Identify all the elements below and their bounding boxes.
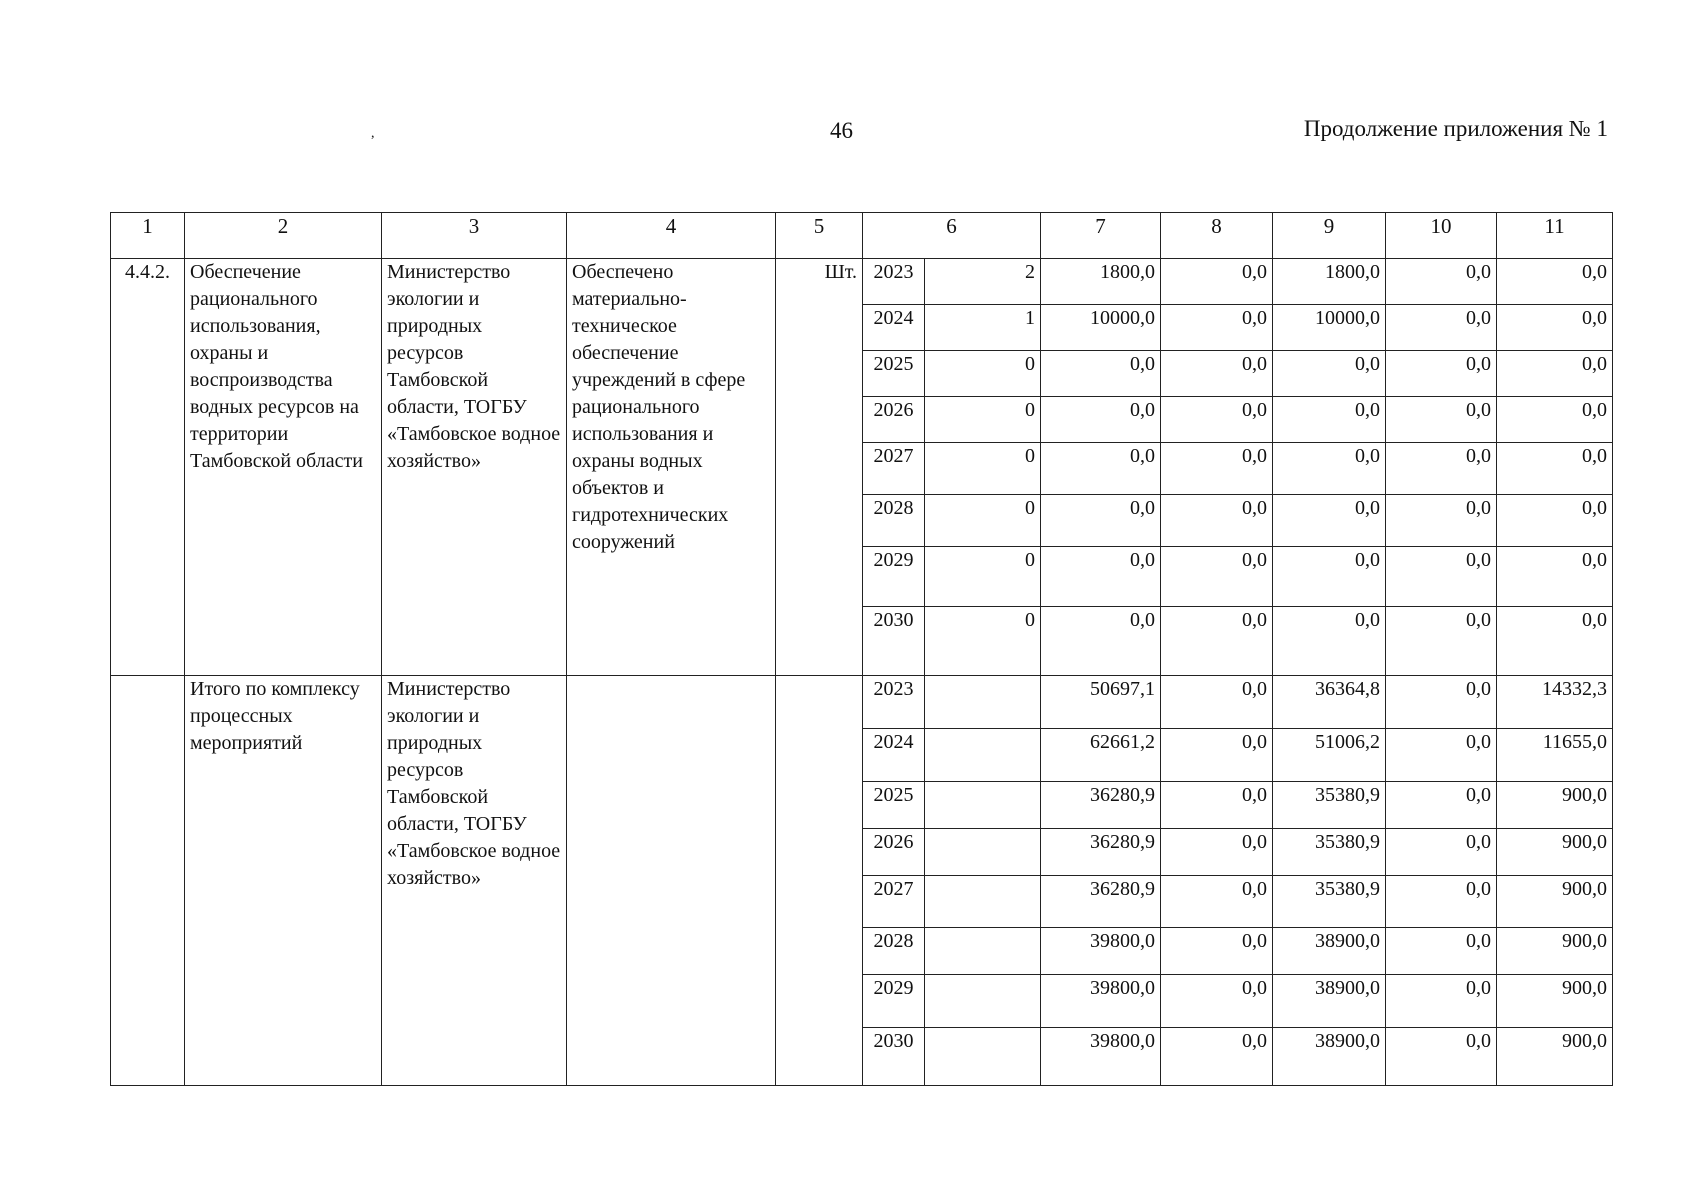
col9-cell: 1800,0: [1273, 259, 1386, 305]
year-cell: 2023: [863, 259, 925, 305]
col11-cell: 14332,3: [1497, 676, 1613, 729]
col-header-6: 6: [863, 213, 1041, 259]
col8-cell: 0,0: [1161, 547, 1273, 607]
quantity-cell: [925, 782, 1041, 829]
col8-cell: 0,0: [1161, 259, 1273, 305]
col9-cell: 35380,9: [1273, 829, 1386, 876]
year-cell: 2028: [863, 495, 925, 547]
col7-cell: 62661,2: [1041, 729, 1161, 782]
col8-cell: 0,0: [1161, 443, 1273, 495]
quantity-cell: [925, 1028, 1041, 1086]
col10-cell: 0,0: [1386, 729, 1497, 782]
col7-cell: 36280,9: [1041, 829, 1161, 876]
col11-cell: 0,0: [1497, 397, 1613, 443]
col9-cell: 0,0: [1273, 495, 1386, 547]
col9-cell: 51006,2: [1273, 729, 1386, 782]
col11-cell: 900,0: [1497, 876, 1613, 928]
stray-mark: ,: [371, 126, 375, 141]
col11-cell: 0,0: [1497, 443, 1613, 495]
col7-cell: 1800,0: [1041, 259, 1161, 305]
col9-cell: 0,0: [1273, 443, 1386, 495]
col10-cell: 0,0: [1386, 876, 1497, 928]
year-cell: 2030: [863, 607, 925, 676]
year-cell: 2029: [863, 975, 925, 1028]
col10-cell: 0,0: [1386, 928, 1497, 975]
quantity-cell: [925, 876, 1041, 928]
col-header-7: 7: [1041, 213, 1161, 259]
activity-year-row: [111, 259, 1613, 305]
col8-cell: 0,0: [1161, 975, 1273, 1028]
col11-cell: 0,0: [1497, 495, 1613, 547]
col7-cell: 39800,0: [1041, 975, 1161, 1028]
activity-item-name: Обеспечение рационального использования, охраны и воспроизводства водных ресурсов на территории Тамбовской области: [185, 259, 382, 676]
quantity-cell: [925, 975, 1041, 1028]
col9-cell: 38900,0: [1273, 975, 1386, 1028]
col7-cell: 0,0: [1041, 607, 1161, 676]
col10-cell: 0,0: [1386, 676, 1497, 729]
year-cell: 2027: [863, 876, 925, 928]
col9-cell: 10000,0: [1273, 305, 1386, 351]
col10-cell: 0,0: [1386, 351, 1497, 397]
total-item-executor: Министерство экологии и природных ресурсов Тамбовской области, ТОГБУ «Тамбовское водное хозяйство»: [382, 676, 567, 1086]
year-cell: 2027: [863, 443, 925, 495]
quantity-cell: [925, 829, 1041, 876]
col-header-3: 3: [382, 213, 567, 259]
col9-cell: 0,0: [1273, 607, 1386, 676]
col-header-9: 9: [1273, 213, 1386, 259]
col8-cell: 0,0: [1161, 351, 1273, 397]
year-cell: 2030: [863, 1028, 925, 1086]
year-cell: 2025: [863, 782, 925, 829]
col11-cell: 11655,0: [1497, 729, 1613, 782]
year-cell: 2026: [863, 397, 925, 443]
col7-cell: 39800,0: [1041, 928, 1161, 975]
col10-cell: 0,0: [1386, 782, 1497, 829]
col8-cell: 0,0: [1161, 729, 1273, 782]
quantity-cell: 2: [925, 259, 1041, 305]
total-item-name: Итого по комплексу процессных мероприятий: [185, 676, 382, 1086]
col7-cell: 0,0: [1041, 443, 1161, 495]
col10-cell: 0,0: [1386, 305, 1497, 351]
col7-cell: 50697,1: [1041, 676, 1161, 729]
col10-cell: 0,0: [1386, 1028, 1497, 1086]
total-item-code: [111, 676, 185, 1086]
col11-cell: 900,0: [1497, 975, 1613, 1028]
quantity-cell: [925, 928, 1041, 975]
col7-cell: 0,0: [1041, 547, 1161, 607]
col-header-5: 5: [776, 213, 863, 259]
activity-item-result: Обеспечено материально-техническое обеспечение учреждений в сфере рационального использования и охраны водных объектов и гидротехнических сооружений: [567, 259, 776, 676]
col11-cell: 900,0: [1497, 829, 1613, 876]
col7-cell: 36280,9: [1041, 876, 1161, 928]
year-cell: 2023: [863, 676, 925, 729]
col10-cell: 0,0: [1386, 495, 1497, 547]
quantity-cell: [925, 676, 1041, 729]
col11-cell: 0,0: [1497, 259, 1613, 305]
col10-cell: 0,0: [1386, 547, 1497, 607]
col11-cell: 0,0: [1497, 607, 1613, 676]
col7-cell: 10000,0: [1041, 305, 1161, 351]
year-cell: 2025: [863, 351, 925, 397]
col7-cell: 0,0: [1041, 351, 1161, 397]
col8-cell: 0,0: [1161, 676, 1273, 729]
col-header-2: 2: [185, 213, 382, 259]
quantity-cell: 0: [925, 443, 1041, 495]
col-header-8: 8: [1161, 213, 1273, 259]
quantity-cell: 0: [925, 547, 1041, 607]
total-year-row: [111, 676, 1613, 729]
continuation-label: Продолжение приложения № 1: [1303, 116, 1608, 141]
program-table: [110, 212, 1613, 1086]
year-cell: 2028: [863, 928, 925, 975]
page-number: 46: [830, 118, 853, 143]
col11-cell: 900,0: [1497, 782, 1613, 829]
col11-cell: 0,0: [1497, 351, 1613, 397]
col7-cell: 39800,0: [1041, 1028, 1161, 1086]
col9-cell: 38900,0: [1273, 1028, 1386, 1086]
col9-cell: 0,0: [1273, 547, 1386, 607]
col-header-1: 1: [111, 213, 185, 259]
quantity-cell: 0: [925, 495, 1041, 547]
col9-cell: 35380,9: [1273, 782, 1386, 829]
total-item-unit: [776, 676, 863, 1086]
col9-cell: 38900,0: [1273, 928, 1386, 975]
quantity-cell: 1: [925, 305, 1041, 351]
col7-cell: 36280,9: [1041, 782, 1161, 829]
col10-cell: 0,0: [1386, 607, 1497, 676]
year-cell: 2024: [863, 729, 925, 782]
activity-item-unit: Шт.: [776, 259, 863, 676]
col7-cell: 0,0: [1041, 495, 1161, 547]
col8-cell: 0,0: [1161, 1028, 1273, 1086]
activity-item-executor: Министерство экологии и природных ресурсов Тамбовской области, ТОГБУ «Тамбовское водное хозяйство»: [382, 259, 567, 676]
total-item-result: [567, 676, 776, 1086]
activity-item-code: 4.4.2.: [111, 259, 185, 676]
col8-cell: 0,0: [1161, 876, 1273, 928]
year-cell: 2026: [863, 829, 925, 876]
col-header-11: 11: [1497, 213, 1613, 259]
col11-cell: 0,0: [1497, 305, 1613, 351]
col9-cell: 0,0: [1273, 397, 1386, 443]
quantity-cell: 0: [925, 607, 1041, 676]
year-cell: 2024: [863, 305, 925, 351]
col8-cell: 0,0: [1161, 829, 1273, 876]
col8-cell: 0,0: [1161, 782, 1273, 829]
col10-cell: 0,0: [1386, 829, 1497, 876]
quantity-cell: 0: [925, 351, 1041, 397]
year-cell: 2029: [863, 547, 925, 607]
col8-cell: 0,0: [1161, 305, 1273, 351]
col11-cell: 0,0: [1497, 547, 1613, 607]
col8-cell: 0,0: [1161, 397, 1273, 443]
col8-cell: 0,0: [1161, 495, 1273, 547]
col11-cell: 900,0: [1497, 928, 1613, 975]
col9-cell: 35380,9: [1273, 876, 1386, 928]
col8-cell: 0,0: [1161, 928, 1273, 975]
quantity-cell: [925, 729, 1041, 782]
col10-cell: 0,0: [1386, 397, 1497, 443]
col9-cell: 0,0: [1273, 351, 1386, 397]
quantity-cell: 0: [925, 397, 1041, 443]
col9-cell: 36364,8: [1273, 676, 1386, 729]
col-header-4: 4: [567, 213, 776, 259]
col11-cell: 900,0: [1497, 1028, 1613, 1086]
header-row: [111, 213, 1613, 259]
col10-cell: 0,0: [1386, 443, 1497, 495]
col10-cell: 0,0: [1386, 975, 1497, 1028]
col7-cell: 0,0: [1041, 397, 1161, 443]
col8-cell: 0,0: [1161, 607, 1273, 676]
col-header-10: 10: [1386, 213, 1497, 259]
col10-cell: 0,0: [1386, 259, 1497, 305]
